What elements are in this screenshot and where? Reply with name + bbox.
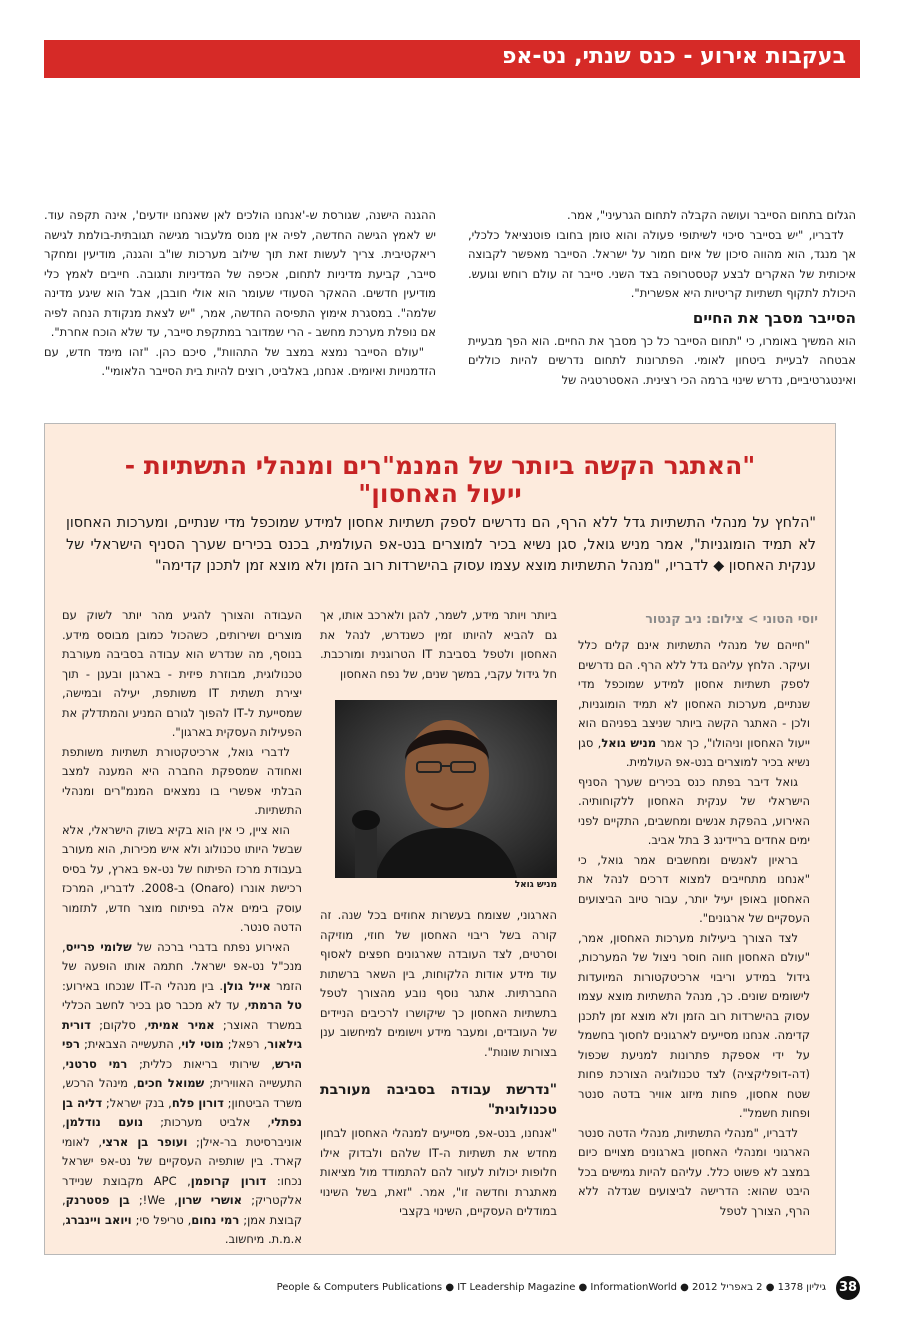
article-paragraph: ביותר ויותר מידע, לשמר, להגן ולארכב אותו, אך גם להביא להיותו זמין כשנדרש, לנהל את האחסון ולטפל בסביבת IT הטרוגנית ומורכבת. חל גידול עקבי, במשך שנים, של נפח האחסון: [320, 608, 557, 681]
person-name: אייל גולן: [223, 978, 271, 993]
page-footer: [276, 1276, 860, 1300]
text-run: , סלקום;: [99, 1017, 148, 1032]
person-name: דליה בן נפתלי: [62, 1095, 303, 1129]
article-paragraph: בראיון לאנשים ומחשבים אמר גואל, כי "אנחנו מתחייבים למצוא דרכים לנהל את האחסון באופן יעיל יותר, עבור טיוב הביצועים העסקיים של ארגונים".: [578, 852, 810, 925]
article-column-left: [62, 606, 302, 1250]
byline: יוסי הטוני > צילום: ניב קנטור: [645, 611, 818, 626]
person-name: דורון קרופמן: [190, 1173, 267, 1188]
person-name: דורית גילאור: [62, 1017, 303, 1051]
person-name: מוטי לוי: [181, 1037, 224, 1051]
article-paragraph: לצד הצורך ביעילות מערכות האחסון, אמר, "עולם האחסון חווה חוסר ניצול של המערכות, גידול במידע וריבוי ארכיטקטורות המיועדות לישומים שונים. כך, מנהל התשתיות מוצא עצמו עסוק בהישרדות רוב הזמן ולא מוצא זמן לתכנן קדימה. אנחנו מסייעים לארגונים לחסוך בחשמל על ידי אספקת פתרונות למניעת שכפול (דה-דופליקציה) לצד טכנולוגיה הצורכת פחות שטח אחסון, פחות מיזוג אוויר בדטה סנטר ופחות חשמל".: [578, 930, 810, 1120]
person-name: שמואל חכים: [136, 1076, 205, 1090]
diamond-icon: ◆: [713, 558, 725, 574]
article-paragraph: הוא ציין, כי אין הוא בקיא בשוק הישראלי, אלא שבשל היותו טכנולוג ולא איש מכירות, הוא מעורב בעבודת מרכז הפיתוח של נט-אפ בארץ, על בסיס רכישת אונרו (Onaro) ב-2008. לדבריו, המרכז עוסק בימים אלה בפיתוח מוצר חדש, לתזמור הדטה סנטר.: [62, 822, 302, 934]
intro-right-column: [468, 206, 856, 390]
text-run: , We!;: [138, 1193, 178, 1207]
headline-line: ייעול האחסון": [358, 479, 522, 508]
lead-text: "הלחץ על מנהלי התשתיות גדל ללא הרף, הם נדרשים לספק תשתיות אחסון למידע שמוכפל מדי שנתיים, ומערכות האחסון לא תמיד הומוגניות", אמר מניש גואל, סגן נשיא בכיר למוצרים בנט-אפ העולמית, בכנס בכירים שערך הסניף הישראלי של ענקית האחסון: [66, 515, 816, 574]
intro-paragraph: לדבריו, "יש בסייבר סיכוי לשיתופי פעולה והוא טומן בחובו פוטנציאל כלכלי, אך מנגד, הוא מהווה סיכון של איום חמור על ישראל. הסייבר מאפשר לקבוצה איכותית של האקרים לבצע קטסטרופה בצד השני. סייבר זה עולם רוחש וגועש. היכולת לתקוף תשתיות קריטיות היא אפשרית".: [468, 227, 856, 300]
text-run: , התעשייה האווירית;: [62, 1056, 302, 1090]
article-paragraph: לדבריו, "מנהלי התשתיות, מנהלי הדטה סנטר הארגוני ומנהלי האחסון בארגונים מצויים כיום במצב לא פשוט כלל. עליהם להיות גמישים בכל היבט שהוא: הדרישה לביצועים שגדלה ללא הרף, הצורך לטפל: [578, 1125, 810, 1218]
person-name: נועם נודלמן: [65, 1115, 144, 1129]
text-run: , לאומי קארד. בין שותפיה העסקיים של נט-אפ ישראל נכחו:: [62, 1134, 303, 1188]
person-name: אמיר אמיתי: [147, 1017, 215, 1032]
text-run: "חייהם של מנהלי התשתיות אינם קלים כלל ועיקר. הלחץ עליהם גדל ללא הרף. הם נדרשים לספק תשתיות אחסון למידע שמוכפל מדי שנתיים, מערכות האחסון לא תמיד הומוגניות, ולכן - האתגר הקשה ביותר שניצב בפניהם הוא ייעול האחסון וניהולו", כך אמר: [578, 638, 810, 750]
text-run: , התעשייה הצבאית;: [83, 1037, 182, 1051]
person-name: רמי סרטני: [65, 1056, 128, 1071]
footer-text: People & Computers Publications ● IT Leadership Magazine ● InformationWorld ● 2012 גיליון 1378 ● 2 באפריל: [276, 1282, 826, 1293]
person-name: מניש גואל: [601, 735, 657, 750]
portrait-photo: [335, 700, 557, 878]
article-lead: [66, 513, 816, 578]
article-paragraph: [62, 938, 302, 1250]
article-paragraph: לדברי גואל, ארכיטקטורת תשתיות משותפת ואחודה שמספקת החברה היא המענה למצב הבלתי אפשרי בו נמצאים המנמ"רים ומנהלי התשתיות.: [62, 744, 302, 817]
article-paragraph: [578, 636, 810, 773]
person-name: טל הרמתי: [247, 998, 302, 1012]
text-run: , מינהל הרכש, משרד הביטחון;: [62, 1076, 303, 1110]
text-run: , טריפל סי;: [135, 1212, 192, 1227]
portrait-image: [335, 700, 557, 878]
text-run: , מנכ"ל נט-אפ ישראל. חתמה אותו הופעה של הזמר: [62, 939, 302, 993]
intro-left-column: [44, 206, 436, 382]
intro-paragraph: ההגנה הישנה, שגורסת ש-'אנחנו הולכים לאן שאנחנו יודעים', אינה תקפה עוד. יש לאמץ הגישה החדשה, לפיה אין מנוס מלעבור מגישה תגובתית-בולמת לגישה ריאקטיבית. צריך לעשות זאת תוך שילוב מערכות שו"ב והגנה, מודיעין ומחקר סייבר, קביעת מדיניות לתחום, אכיפה של המדיניות ותגובה. חייבים לאמץ כלי מודיעין חדשים. ההאקר הסעודי שעומר הוא אולי חובבן, אבל הוא שיגע מדינה שלמה". במסגרת אימוץ התפיסה החדשה, אמר, "יש לצאת מנקודת הנחה לפיה אם נופלת מערכת מחשב - הרי שמדובר במתקפת סייבר, עד שלא הוכח אחרת".: [44, 208, 436, 339]
article-column-middle-top: [320, 606, 557, 684]
article-paragraph: גואל דיבר בפתח כנס בכירים שערך הסניף הישראלי של ענקית האחסון ללקוחותיה. האירוע, בהפקת אנשים ומחשבים, התקיים לפני ימים אחדים בריידינג 3 בתל אביב.: [578, 774, 810, 847]
person-name: ועופר בן ארצי: [102, 1134, 188, 1149]
text-run: , עד לא מכבר סגן בכיר לחשב הכללי במשרד האוצר;: [62, 998, 302, 1032]
text-run: , א.מ.ת. מיחשוב.: [62, 1212, 302, 1246]
page-number: 38: [836, 1276, 860, 1300]
article-paragraph: "אנחנו, בנט-אפ, מסייעים למנהלי האחסון לבחון מחדש את תשתיות ה-IT שלהם ולבדוק אילו חלופות יכולות לעזור להם להתמודד מול מציאות מאתגרת וחדשה זו", אמר. "זאת, בשל השינוי במודלים העסקיים, השינוי בקצבי: [320, 1126, 557, 1218]
text-run: , APC מקבוצת שניידר אלקטריק;: [62, 1173, 303, 1207]
text-run: האירוע נפתח בדברי ברכה של: [137, 939, 290, 954]
lead-text: לדבריו, "מנהל התשתיות מוצא עצמו עסוק בהישרדות רוב הזמן ולא מוצא זמן לתכנן קדימה": [155, 558, 709, 574]
intro-paragraph: הוא המשיך באומרו, כי "תחום הסייבר כל כך מסבך את החיים. הוא הפך מבעיית אבטחה לבעיית ביטחון לאומי. הפתרונות לתחום נדרשים להיות כוללים ואינטגרטיביים, נדרש שינוי ברמה הכי רצינית. האסטרטגיה של: [468, 333, 856, 387]
intro-paragraph: "עולם הסייבר נמצא במצב של התהוות", סיכם כהן. "זהו מימד חדש, עם הזדמנויות ואיומים. אנחנו, באלביט, רוצים להיות בית הסייבר הלאומי".: [44, 344, 436, 378]
article-column-right: [578, 636, 810, 1221]
person-name: אושרי שרון: [177, 1193, 243, 1207]
person-name: בן פסטרנק: [65, 1193, 130, 1207]
text-run: , שירותי בריאות כללית;: [138, 1056, 276, 1071]
person-name: רפי הירש: [62, 1037, 302, 1071]
section-title: בעקבות אירוע - כנס שנתי, נט-אפ: [501, 44, 846, 69]
text-run: , אלביט מערכות;: [160, 1115, 272, 1129]
intro-paragraph: הגלום בתחום הסייבר ועושה הקבלה לתחום הגרעיני", אמר.: [566, 208, 856, 222]
article-column-middle-bottom: [320, 906, 557, 1222]
article-subheading: "נדרשת עבודה בסביבה מעורבת טכנולוגית": [320, 1082, 557, 1118]
person-name: ויואב ויינברג: [65, 1212, 132, 1227]
text-run: , רפאל;: [227, 1037, 268, 1051]
section-banner: [44, 40, 860, 78]
photo-caption: מניש גואל: [514, 880, 557, 890]
person-name: רמי נחום: [191, 1212, 240, 1227]
article-paragraph: הארגוני, שצומח בעשרות אחוזים בכל שנה. זה קורה בשל ריבוי האחסון של חוזי, מוזיקה וסרטים, לצד העובדה שארגונים חפצים לאסוף עוד מידע אודות הלקוחות, בין השאר ברשתות החברתיות. אתגר נוסף נובע מהצורך לטפל בתשתיות האחסון כך שיקושרו לרכיבים הניידים של העובדים, ומעבר מידע וישומים למיחשוב ענן בצורות שונות".: [320, 908, 557, 1059]
text-run: , אוניברסיטת בר-אילן;: [62, 1115, 303, 1149]
text-run: . בין מנהלי ה-IT שנכחו באירוע:: [62, 978, 224, 993]
article-headline: [70, 452, 810, 508]
intro-subheading: הסייבר מסבך את החיים: [692, 308, 856, 327]
article-paragraph: העבודה והצורך להגיע מהר יותר לשוק עם מוצרים ושירותים, כשהכול כמובן מבוסס מידע. בנוסף, מה שנדרש הוא עבודה בסביבה מעורבת טכנולוגית, מבוזרת פיזית - בארגון ובענן - תוך יצירת תשתית IT משותפת, יעילה ובמישה, שמסייעת ל-IT להפוך לגורם המניע והמתדלק את הפעילות העסקית בארגון".: [62, 608, 302, 739]
text-run: , סגן נשיא בכיר למוצרים בנט-אפ העולמית.: [578, 735, 810, 769]
headline-line: "האתגר הקשה ביותר של המנמ"רים ומנהלי התשתיות -: [124, 451, 756, 480]
person-name: שלומי פרייס: [65, 939, 132, 954]
text-run: , בנק ישראל;: [105, 1095, 172, 1110]
text-run: , קבוצת אמן;: [62, 1193, 303, 1227]
person-name: דורון פלח: [171, 1095, 224, 1110]
